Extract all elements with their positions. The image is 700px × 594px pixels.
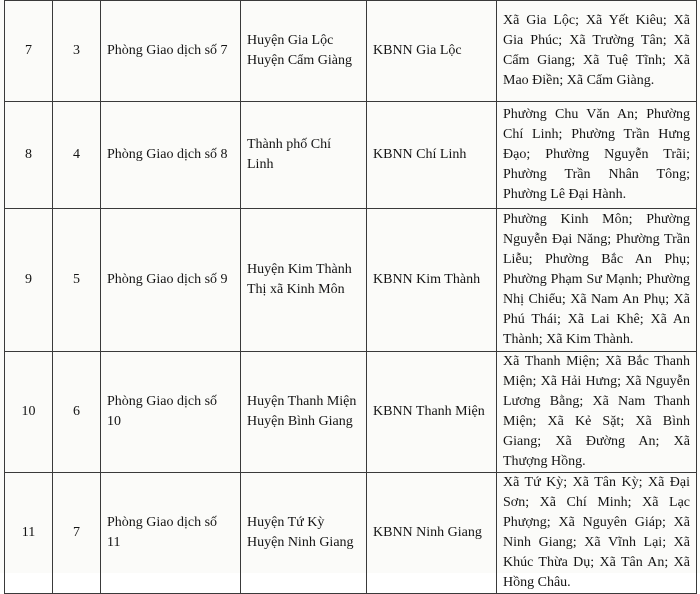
row-number: 8 bbox=[5, 102, 53, 209]
area-cell bbox=[241, 102, 367, 209]
area-line: Thành phố Chí Linh bbox=[247, 137, 331, 172]
area-line: Huyện Thanh Miện bbox=[247, 394, 357, 409]
area-line: Thị xã Kinh Môn bbox=[247, 282, 345, 297]
area-line: Huyện Ninh Giang bbox=[247, 535, 354, 550]
treasury-name: KBNN Gia Lộc bbox=[367, 1, 497, 102]
office-name: Phòng Giao dịch số 10 bbox=[101, 352, 241, 473]
ward-list: Xã Tứ Kỳ; Xã Tân Kỳ; Xã Đại Sơn; Xã Chí Minh; Xã Lạc Phượng; Xã Nguyên Giáp; Xã Ninh Giang; Xã Vĩnh Lại; Xã Khúc Thừa Dụ; Xã Tân An; Xã Hồng Châu. bbox=[497, 473, 697, 594]
row-number: 9 bbox=[5, 209, 53, 352]
table-row bbox=[5, 1, 697, 102]
area-cell bbox=[241, 1, 367, 102]
row-sub-number: 7 bbox=[53, 473, 101, 594]
area-line: Huyện Tứ Kỳ bbox=[247, 515, 325, 530]
table-row bbox=[5, 352, 697, 473]
table-row bbox=[5, 209, 697, 352]
row-sub-number: 6 bbox=[53, 352, 101, 473]
table-row bbox=[5, 473, 697, 594]
row-sub-number: 5 bbox=[53, 209, 101, 352]
row-number: 10 bbox=[5, 352, 53, 473]
office-name: Phòng Giao dịch số 8 bbox=[101, 102, 241, 209]
area-line: Huyện Gia Lộc bbox=[247, 33, 334, 48]
treasury-name: KBNN Chí Linh bbox=[367, 102, 497, 209]
ward-list: Phường Chu Văn An; Phường Chí Linh; Phường Trần Hưng Đạo; Phường Nguyễn Trãi; Phường Trần Nhân Tông; Phường Lê Đại Hành. bbox=[497, 102, 697, 209]
office-name: Phòng Giao dịch số 11 bbox=[101, 473, 241, 594]
ward-list: Xã Gia Lộc; Xã Yết Kiêu; Xã Gia Phúc; Xã Trường Tân; Xã Cẩm Giang; Xã Tuệ Tĩnh; Xã Mao Điền; Xã Cẩm Giàng. bbox=[497, 1, 697, 102]
area-cell bbox=[241, 209, 367, 352]
office-name: Phòng Giao dịch số 9 bbox=[101, 209, 241, 352]
row-number: 11 bbox=[5, 473, 53, 594]
office-name: Phòng Giao dịch số 7 bbox=[101, 1, 241, 102]
row-sub-number: 3 bbox=[53, 1, 101, 102]
treasury-name: KBNN Kim Thành bbox=[367, 209, 497, 352]
transaction-office-table bbox=[4, 0, 697, 594]
area-cell bbox=[241, 352, 367, 473]
treasury-name: KBNN Thanh Miện bbox=[367, 352, 497, 473]
ward-list: Phường Kinh Môn; Phường Nguyễn Đại Năng; Phường Trần Liễu; Phường Bắc An Phụ; Phường Phạm Sư Mạnh; Phường Nhị Chiểu; Xã Nam An Phụ; Xã Phú Thái; Xã Lai Khê; Xã An Thành; Xã Kim Thành. bbox=[497, 209, 697, 352]
treasury-name: KBNN Ninh Giang bbox=[367, 473, 497, 594]
table-row bbox=[5, 102, 697, 209]
row-number: 7 bbox=[5, 1, 53, 102]
area-line: Huyện Kim Thành bbox=[247, 262, 352, 277]
area-cell bbox=[241, 473, 367, 594]
area-line: Huyện Bình Giang bbox=[247, 414, 353, 429]
table-body bbox=[5, 1, 697, 594]
area-line: Huyện Cẩm Giàng bbox=[247, 53, 352, 68]
ward-list: Xã Thanh Miện; Xã Bắc Thanh Miện; Xã Hải Hưng; Xã Nguyễn Lương Bằng; Xã Nam Thanh Miện; Xã Kẻ Sặt; Xã Bình Giang; Xã Đường An; Xã Thượng Hồng. bbox=[497, 352, 697, 473]
row-sub-number: 4 bbox=[53, 102, 101, 209]
